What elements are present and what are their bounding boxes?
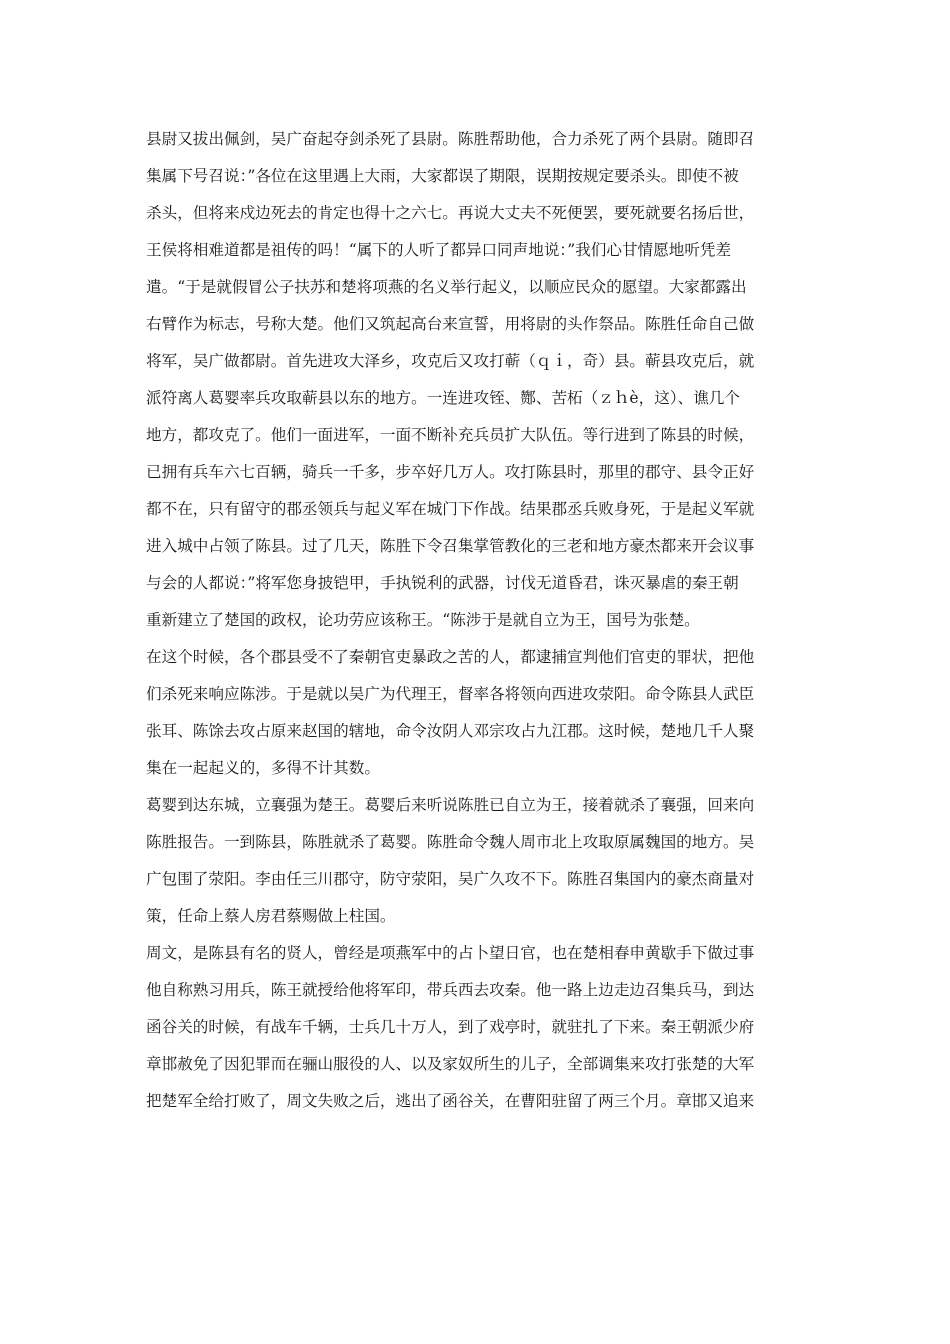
- text-line: 他自称熟习用兵，陈王就授给他将军印，带兵西去攻秦。他一路上边走边召集兵马，到达: [146, 981, 755, 999]
- text-line: 在这个时候，各个郡县受不了秦朝官吏暴政之苦的人，都逮捕宣判他们官吏的罪状，把他: [146, 648, 755, 666]
- text-line: 与会的人都说：”将军您身披铠甲，手执锐利的武器，讨伐无道昏君，诛灭暴虐的秦王朝: [146, 574, 739, 592]
- text-line: 将军，吴广做都尉。首先进攻大泽乡，攻克后又攻打蕲（ｑｉ，奇）县。蕲县攻克后，就: [146, 352, 755, 370]
- text-line: 集在一起起义的，多得不计其数。: [146, 759, 380, 777]
- text-line: 周文，是陈县有名的贤人，曾经是项燕军中的占卜望日官，也在楚相春申黄歇手下做过事: [146, 944, 755, 962]
- text-line: 遣。“于是就假冒公子扶苏和楚将项燕的名义举行起义，以顺应民众的愿望。大家都露出: [146, 278, 747, 296]
- text-line: 进入城中占领了陈县。过了几天，陈胜下令召集掌管教化的三老和地方豪杰都来开会议事: [146, 537, 755, 555]
- text-line: 把楚军全给打败了，周文失败之后，逃出了函谷关，在曹阳驻留了两三个月。章邯又追来: [146, 1092, 755, 1110]
- text-line: 广包围了荥阳。李由任三川郡守，防守荥阳，吴广久攻不下。陈胜召集国内的豪杰商量对: [146, 870, 755, 888]
- text-line: 地方，都攻克了。他们一面进军，一面不断补充兵员扩大队伍。等行进到了陈县的时候，: [146, 426, 755, 444]
- text-line: 右臂作为标志，号称大楚。他们又筑起高台来宣誓，用将尉的头作祭品。陈胜任命自己做: [146, 315, 755, 333]
- text-line: 陈胜报告。一到陈县，陈胜就杀了葛婴。陈胜命令魏人周市北上攻取原属魏国的地方。吴: [146, 833, 755, 851]
- text-line: 们杀死来响应陈涉。于是就以吴广为代理王，督率各将领向西进攻荥阳。命令陈县人武臣: [146, 685, 755, 703]
- text-line: 集属下号召说：”各位在这里遇上大雨，大家都误了期限，误期按规定要杀头。即使不被: [146, 167, 739, 185]
- text-line: 王侯将相难道都是祖传的吗！“属下的人听了都异口同声地说：”我们心甘情愿地听凭差: [146, 241, 732, 259]
- text-line: 策，任命上蔡人房君蔡赐做上柱国。: [146, 907, 396, 925]
- text-line: 派符离人葛婴率兵攻取蕲县以东的地方。一连进攻铚、酂、苦柘（ｚｈè，这）、谯几个: [146, 389, 740, 407]
- text-line: 杀头，但将来戍边死去的肯定也得十之六七。再说大丈夫不死便罢，要死就要名扬后世，: [146, 204, 755, 222]
- text-line: 葛婴到达东城，立襄强为楚王。葛婴后来听说陈胜已自立为王，接着就杀了襄强，回来向: [146, 796, 755, 814]
- text-line: 张耳、陈馀去攻占原来赵国的辖地，命令汝阴人邓宗攻占九江郡。这时候，楚地几千人聚: [146, 722, 755, 740]
- body-text: [146, 121, 816, 1120]
- text-line: 章邯赦免了因犯罪而在骊山服役的人、以及家奴所生的儿子，全部调集来攻打张楚的大军: [146, 1055, 755, 1073]
- text-line: 函谷关的时候，有战车千辆，士兵几十万人，到了戏亭时，就驻扎了下来。秦王朝派少府: [146, 1018, 755, 1036]
- text-line: 重新建立了楚国的政权，论功劳应该称王。“陈涉于是就自立为王，国号为张楚。: [146, 611, 700, 629]
- text-line: 已拥有兵车六七百辆，骑兵一千多，步卒好几万人。攻打陈县时，那里的郡守、县令正好: [146, 463, 755, 481]
- text-line: 都不在，只有留守的郡丞领兵与起义军在城门下作战。结果郡丞兵败身死，于是起义军就: [146, 500, 755, 518]
- text-line: 县尉又拔出佩剑，吴广奋起夺剑杀死了县尉。陈胜帮助他，合力杀死了两个县尉。随即召: [146, 130, 755, 148]
